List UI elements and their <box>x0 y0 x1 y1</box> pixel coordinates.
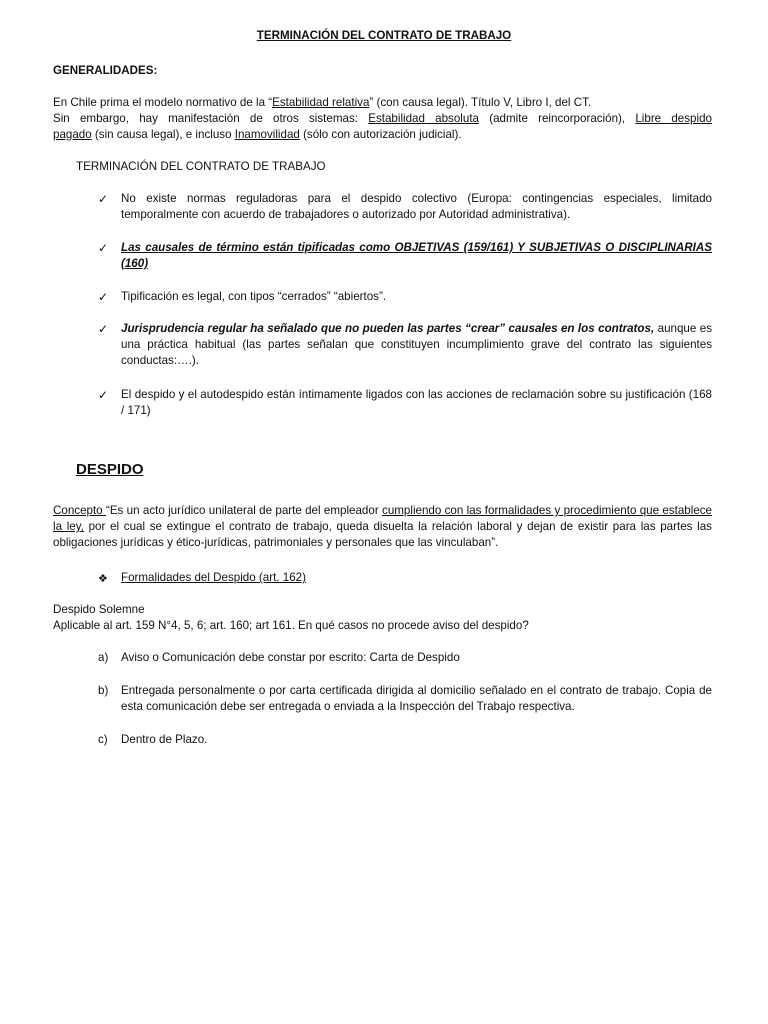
intro-text: (sin causa legal), e incluso <box>91 128 235 141</box>
despido-solemne: Despido Solemne <box>53 603 145 616</box>
intro-text: En Chile prima el modelo normativo de la “ <box>53 96 273 109</box>
concepto-label: Concepto <box>53 504 106 517</box>
check-icon: ✓ <box>98 322 109 336</box>
intro-paragraph-2-line-1 <box>53 111 712 127</box>
intro-text: (sólo con autorización judicial). <box>299 128 462 141</box>
concepto-text: por el cual se extingue el contrato de trabajo, queda disuelta la relación laboral y dejan de existir para las partes las obligaciones jurídicas y ético-jurídicas, patrimoniales y personales que las vinculaban”. <box>53 520 712 549</box>
check-icon: ✓ <box>98 241 109 255</box>
libre-despido-pagado: pagado <box>53 128 92 141</box>
check-icon: ✓ <box>98 290 109 304</box>
intro-text: (admite reincorporación), <box>479 112 636 125</box>
bullet-4 <box>121 321 712 369</box>
item-b: Entregada personalmente o por carta certificada dirigida al domicilio señalado en el contrato de trabajo. Copia de esta comunicación debe ser entregada o enviada a la Inspección del Trabajo respectiva. <box>121 684 712 713</box>
concepto-underlined: cumpliendo con las formalidades y procedimiento que establece la ley, <box>53 504 713 533</box>
document-title: TERMINACIÓN DEL CONTRATO DE TRABAJO <box>256 29 512 42</box>
bullet-1: No existe normas reguladoras para el despido colectivo (Europa: contingencias especiales, limitado temporalmente con acuerdo de trabajadores o autorizado por Autoridad administrativa). <box>121 192 712 221</box>
item-letter-a: a) <box>98 651 109 664</box>
intro-paragraph-2-line-2 <box>53 127 462 143</box>
item-letter-c: c) <box>98 733 108 746</box>
check-icon: ✓ <box>98 192 109 206</box>
generalidades-heading: GENERALIDADES: <box>53 64 158 77</box>
diamond-bullet-icon: ❖ <box>98 573 108 585</box>
estabilidad-absoluta: Estabilidad absoluta <box>368 112 479 125</box>
intro-paragraph-1 <box>53 95 591 111</box>
bullet-4-rest: aunque es una práctica habitual (las partes señalan que constituyen incumplimiento grave del contrato las siguientes conductas:….). <box>121 322 712 367</box>
intro-text: Sin embargo, hay manifestación de otros sistemas: <box>53 112 369 125</box>
check-icon: ✓ <box>98 388 109 402</box>
item-a: Aviso o Comunicación debe constar por escrito: Carta de Despido <box>121 651 460 664</box>
bullet-3: Tipificación es legal, con tipos “cerrados” “abiertos”. <box>121 290 387 303</box>
formalidades-heading: Formalidades del Despido (art. 162) <box>121 571 306 584</box>
item-c: Dentro de Plazo. <box>121 733 208 746</box>
bullet-5: El despido y el autodespido están íntimamente ligados con las acciones de reclamación sobre su justificación (168 / 171) <box>121 388 712 417</box>
estabilidad-relativa: Estabilidad relativa <box>272 96 370 109</box>
inamovilidad: Inamovilidad <box>234 128 300 141</box>
libre-despido: Libre despido <box>635 112 712 125</box>
concepto-text: “Es un acto jurídico unilateral de parte del empleador <box>105 504 383 517</box>
bullet-2: Las causales de término están tipificadas como OBJETIVAS (159/161) Y SUBJETIVAS O DISCIPLINARIAS (160) <box>121 241 712 270</box>
subheading: TERMINACIÓN DEL CONTRATO DE TRABAJO <box>76 160 326 173</box>
item-letter-b: b) <box>98 684 109 697</box>
despido-heading: DESPIDO <box>76 461 144 478</box>
bullet-4-emphasis: Jurisprudencia regular ha señalado que no pueden las partes “crear” causales en los contratos, <box>121 322 655 335</box>
concepto-paragraph <box>53 503 712 551</box>
intro-text: ” (con causa legal). Título V, Libro I, del CT. <box>369 96 592 109</box>
aplicable-text: Aplicable al art. 159 N°4, 5, 6; art. 160; art 161. En qué casos no procede aviso del despido? <box>53 619 529 632</box>
